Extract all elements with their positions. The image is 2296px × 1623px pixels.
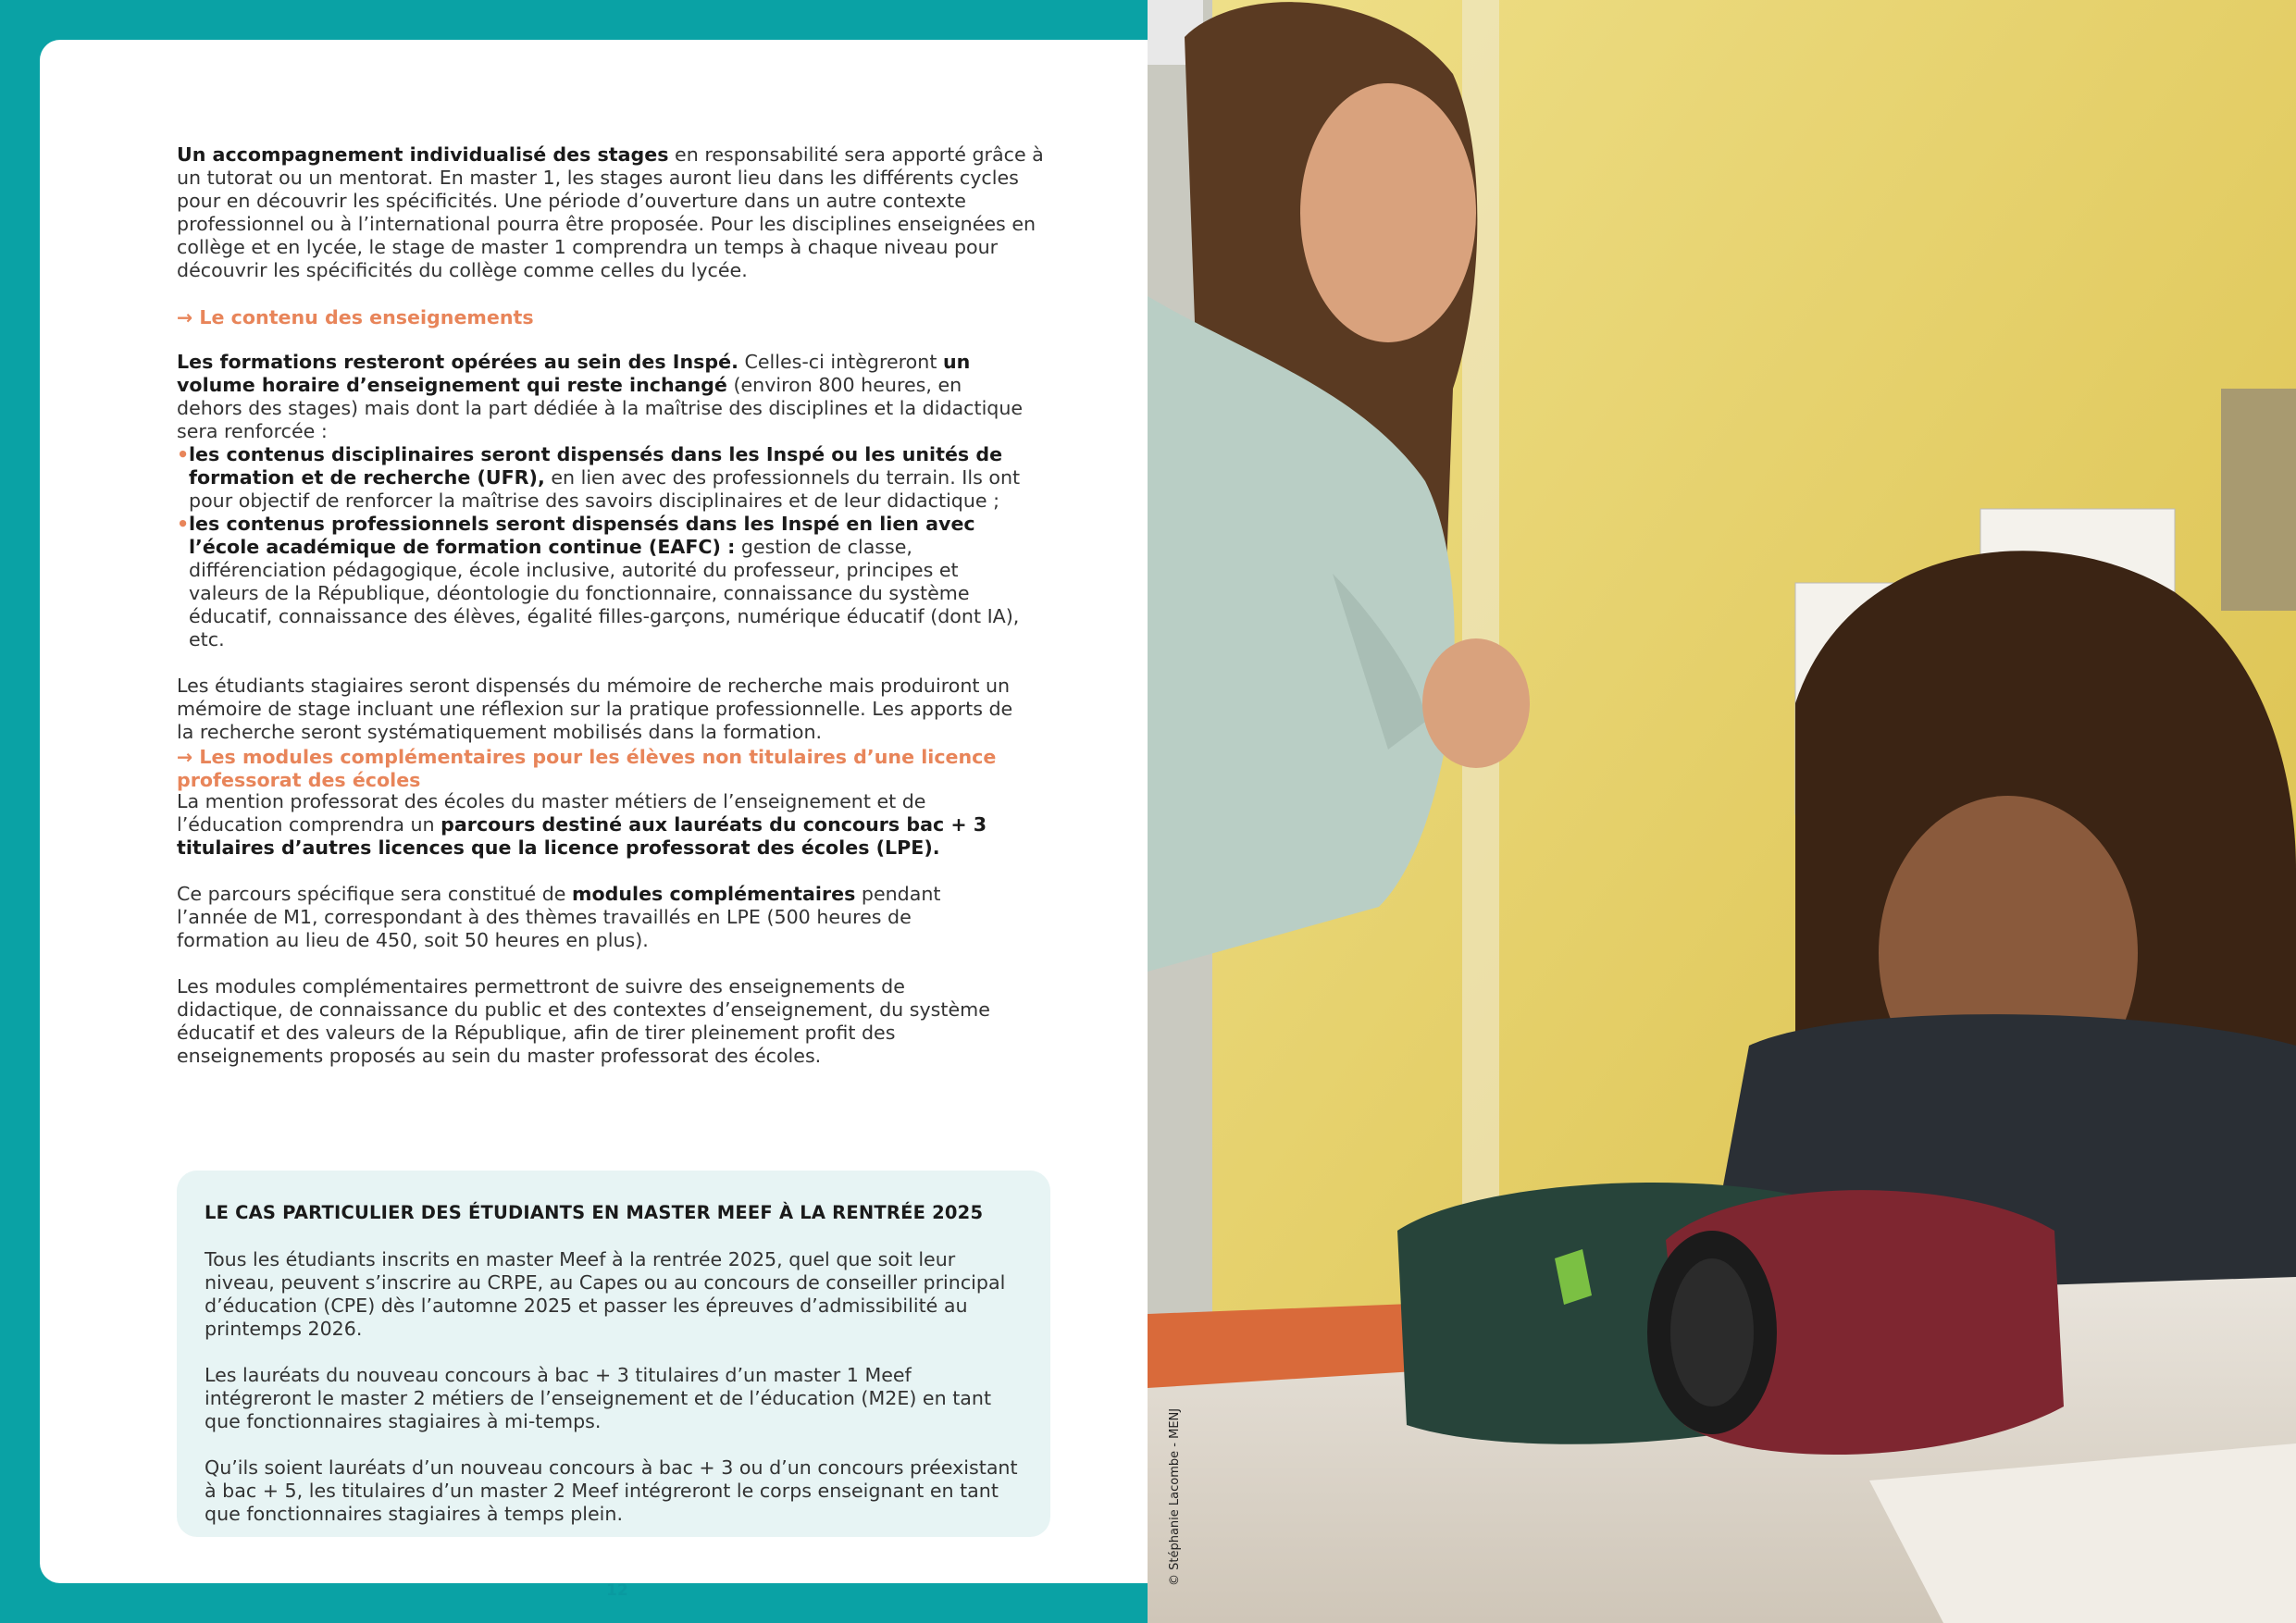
section-contenu-intro: Les formations resteront opérées au sein des Inspé. Celles-ci intègreront un volume horaire d’enseignement qui reste inchangé (environ 800 heures, en dehors des stages) mais dont la part dédiée à la maîtrise des disciplines et la didactique sera renforcée : bbox=[177, 351, 1024, 442]
parcours-paragraph: Ce parcours spécifique sera constitué de modules complémentaires pendant l’année de M1, correspondant à des thèmes travaillés en LPE (500 heures de formation au lieu de 450, soit 50 heures en plus). bbox=[177, 883, 941, 951]
list-item: • les contenus professionnels seront dispensés dans les Inspé en lien avec l’école académique de formation continue (EAFC) : gestion de classe, différenciation pédagogique, école inclusive, autorité du professeur, principes et valeurs de la République, déontologie du fonctionnaire, connaissance du système éducatif, connaissance des élèves, égalité filles-garçons, numérique éducatif (dont IA), etc. bbox=[177, 513, 1028, 651]
intro-paragraph bbox=[177, 143, 1056, 282]
intro-bold: Un accompagnement individualisé des stages bbox=[177, 143, 669, 166]
text-page bbox=[40, 40, 1148, 1600]
section-modules-body bbox=[177, 790, 1010, 1068]
section-heading-modules: → Les modules complémentaires pour les élèves non titulaires d’une licence professorat des écoles bbox=[177, 746, 997, 791]
info-box bbox=[177, 1171, 1050, 1537]
photo-credit: © Stéphanie Lacombe - MENJ bbox=[1168, 1407, 1182, 1586]
list-item: • les contenus disciplinaires seront dispensés dans les Inspé ou les unités de formation et de recherche (UFR), en lien avec des professionnels du terrain. Ils ont pour objectif de renforcer la maîtrise des savoirs disciplinaires et de leur didactique ; bbox=[177, 443, 1028, 513]
info-box-paragraph: Qu’ils soient lauréats d’un nouveau concours à bac + 3 ou d’un concours préexistant à bac + 5, les titulaires d’un master 2 Meef intégreront le corps enseignant en tant que fonctionnaires stagiaires à temps plein. bbox=[205, 1456, 1018, 1525]
section-heading-contenu: → Le contenu des enseignements bbox=[177, 306, 534, 328]
info-box-title: LE CAS PARTICULIER DES ÉTUDIANTS EN MASTER MEEF À LA RENTRÉE 2025 bbox=[205, 1202, 984, 1223]
intro-text: en responsabilité sera apporté grâce à un tutorat ou un mentorat. En master 1, les stages auront lieu dans les différents cycles pour en découvrir les spécificités. Une période d’ouverture dans un autre contexte professionnel ou à l’international pourra être proposée. Pour les disciplines enseignées en collège et en lycée, le stage de master 1 comprendra un temps à chaque niveau pour découvrir les spécificités du collège comme celles du lycée. bbox=[177, 143, 1044, 281]
info-box-paragraph: Les lauréats du nouveau concours à bac + 3 titulaires d’un master 1 Meef intégreront le master 2 métiers de l’enseignement et de l’éducation (M2E) en tant que fonctionnaires stagiaires à mi-temps. bbox=[205, 1364, 992, 1432]
modules-paragraph: Les modules complémentaires permettront de suivre des enseignements de didactique, de connaissance du public et des contextes d’enseignement, du système éducatif et des valeurs de la République, afin de tirer pleinement profit des enseignements proposés au sein du master professorat des écoles. bbox=[177, 975, 990, 1067]
bullet-list bbox=[177, 443, 1028, 651]
section-contenu-body bbox=[177, 351, 1028, 744]
classroom-photo bbox=[1148, 0, 2296, 1623]
page-number: 12 bbox=[606, 1581, 628, 1600]
memoire-paragraph: Les étudiants stagiaires seront dispensés du mémoire de recherche mais produiront un mémoire de stage incluant une réflexion sur la pratique professionnelle. Les apports de la recherche seront systématiquement mobilisés dans la formation. bbox=[177, 675, 1013, 743]
info-box-body bbox=[205, 1248, 1019, 1549]
photo-illustration bbox=[1148, 0, 2296, 1623]
info-box-paragraph: Tous les étudiants inscrits en master Meef à la rentrée 2025, quel que soit leur niveau, peuvent s’inscrire au CRPE, au Capes ou au concours de conseiller principal d’éducation (CPE) dès l’automne 2025 et passer les épreuves d’admissibilité au printemps 2026. bbox=[205, 1248, 1006, 1340]
mention-paragraph: La mention professorat des écoles du master métiers de l’enseignement et de l’éducation comprendra un parcours destiné aux lauréats du concours bac + 3 titulaires d’autres licences que la licence professorat des écoles (LPE). bbox=[177, 790, 987, 859]
